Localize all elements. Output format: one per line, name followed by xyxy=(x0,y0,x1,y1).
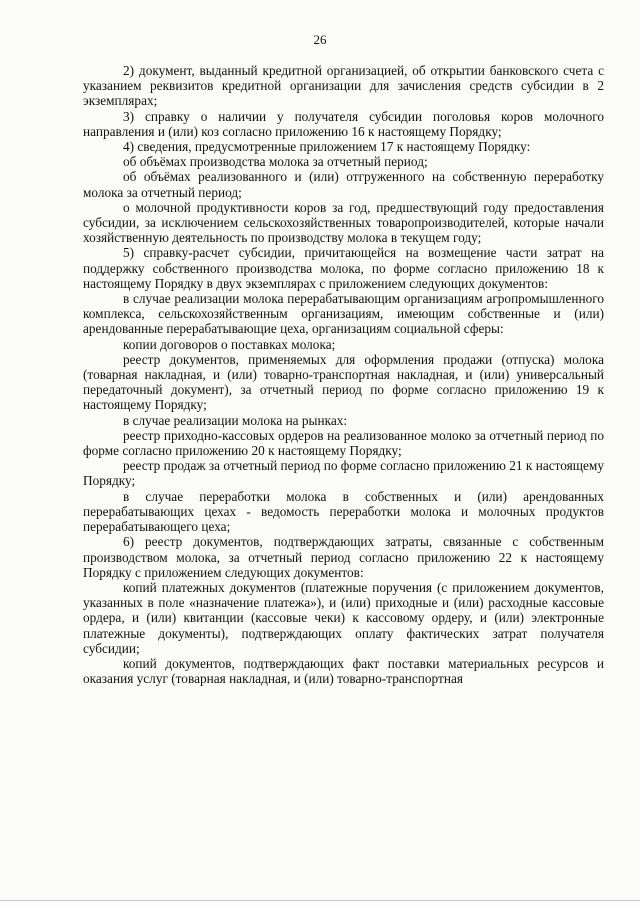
page-bottom-edge xyxy=(0,900,640,901)
paragraph-sales-documents-register: реестр документов, применяемых для оформления продажи (отпуска) молока (товарная накладная, и (или) товарно-транспортная накладная, и (или) универсальный передаточный документ), за отчетный период по форме согласно приложению 19 к настоящему Порядку; xyxy=(83,351,604,413)
document-body xyxy=(83,63,604,686)
paragraph-payment-documents: копий платежных документов (платежные поручения (с приложением документов, указанных в поле «назначение платежа»), и (или) приходные и (или) расходные кассовые ордера, и (или) квитанции (кассовые чеки) к кассовому ордеру, и (или) электронные платежные документы), подтверждающих оплату фактических затрат получателя субсидии; xyxy=(83,579,604,656)
paragraph-item-4: 4) сведения, предусмотренные приложением 17 к настоящему Порядку: xyxy=(123,139,531,155)
paragraph-market-sales: в случае реализации молока на рынках: xyxy=(123,412,348,428)
paragraph-cash-orders-register: реестр приходно-кассовых ордеров на реализованное молоко за отчетный период по форме согласно приложению 20 к настоящему Порядку; xyxy=(83,427,604,459)
paragraph-sales-register: реестр продаж за отчетный период по форме согласно приложению 21 к настоящему Порядку; xyxy=(83,458,604,489)
paragraph-item-6: 6) реестр документов, подтверждающих затраты, связанные с собственным производством молока, за отчетный период согласно приложению 22 к настоящему Порядку с приложением следующих документов: xyxy=(83,534,604,580)
paragraph-sale-to-processors: в случае реализации молока перерабатывающим организациям агропромышленного комплекса, сельскохозяйственным организациям, имеющим собственные и (или) арендованные перерабатывающие цеха, организациям социальной сферы: xyxy=(83,291,604,337)
paragraph-item-2: 2) документ, выданный кредитной организацией, об открытии банковского счета с указанием реквизитов кредитной организации для зачисления средств субсидии в 2 экземплярах; xyxy=(83,63,604,109)
paragraph-item-5: 5) справку-расчет субсидии, причитающейся на возмещение части затрат на поддержку собственного производства молока, по форме согласно приложению 18 к настоящему Порядку в двух экземплярах с приложением следующих документов: xyxy=(83,245,604,291)
paragraph-supply-documents: копий документов, подтверждающих факт поставки материальных ресурсов и оказания услуг (товарная накладная, и (или) товарно-транспортная xyxy=(83,655,604,687)
paragraph-supply-contracts: копии договоров о поставках молока; xyxy=(123,336,336,352)
paragraph-production-volume: об объёмах производства молока за отчетный период; xyxy=(123,154,428,170)
page-number: 26 xyxy=(313,32,327,47)
paragraph-milk-productivity: о молочной продуктивности коров за год, предшествующий году предоставления субсидии, за исключением сельскохозяйственных товаропроизводителей, которые начали хозяйственную деятельность по производству молока в текущем году; xyxy=(83,199,604,246)
paragraph-own-processing: в случае переработки молока в собственных и (или) арендованных перерабатывающих цехах - ведомость переработки молока и молочных продуктов перерабатывающего цеха; xyxy=(83,488,604,535)
paragraph-sold-volume: об объёмах реализованного и (или) отгруженного на собственную переработку молока за отчетный период; xyxy=(83,169,604,200)
paragraph-item-3: 3) справку о наличии у получателя субсидии поголовья коров молочного направления и (или) коз согласно приложению 16 к настоящему Порядку; xyxy=(83,108,604,139)
